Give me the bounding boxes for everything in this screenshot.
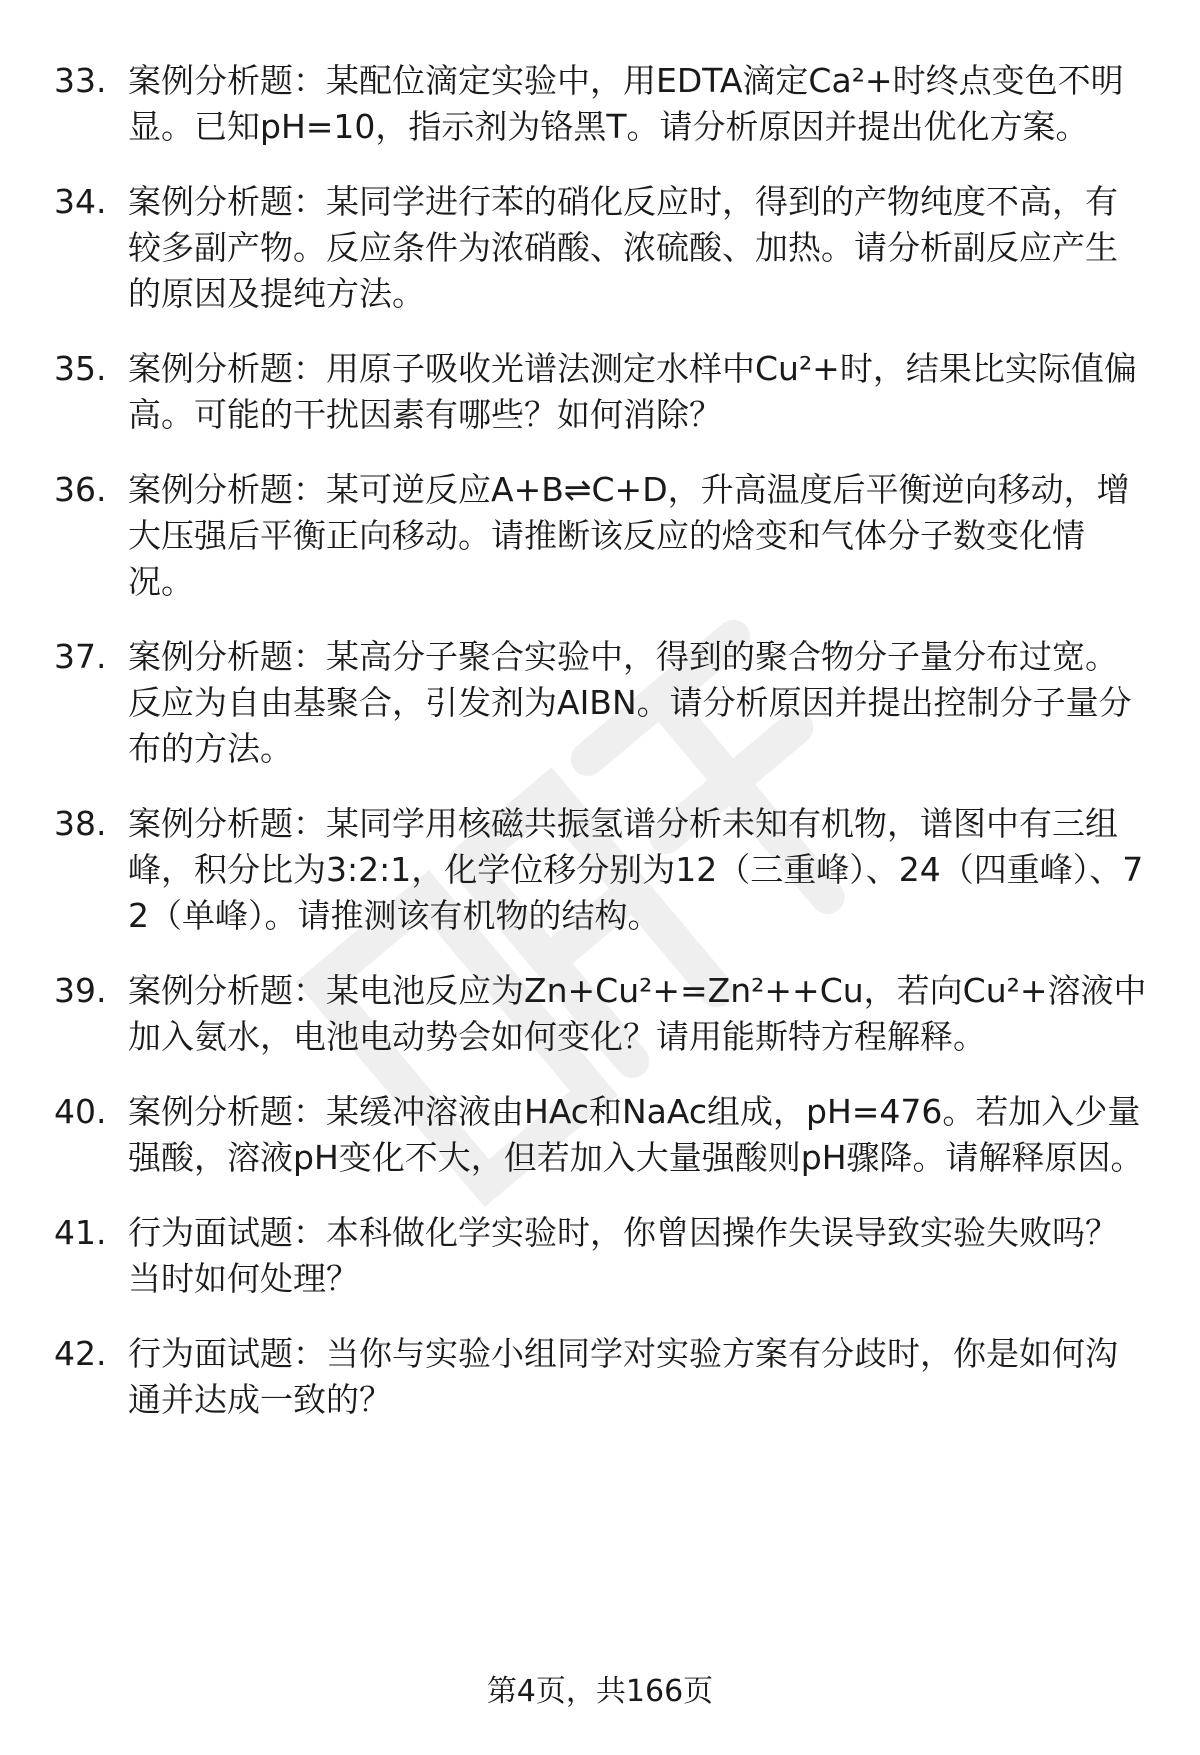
question-number: 42. (54, 1334, 107, 1373)
question-item (0, 1089, 1200, 1181)
question-number: 39. (54, 971, 107, 1010)
question-text: 案例分析题：某缓冲溶液由HAc和NaAc组成，pH=476。若加入少量强酸，溶液pH变化不大，但若加入大量强酸则pH骤降。请解释原因。 (128, 1092, 1144, 1177)
question-number: 34. (54, 182, 107, 221)
question-item (0, 1331, 1200, 1423)
question-text: 案例分析题：某可逆反应A+B⇌C+D，升高温度后平衡逆向移动，增大压强后平衡正向移动。请推断该反应的焓变和气体分子数变化情况。 (128, 470, 1130, 601)
question-item (0, 1210, 1200, 1302)
question-list (0, 58, 1200, 1452)
question-item (0, 179, 1200, 317)
question-number: 38. (54, 804, 107, 843)
page-number-footer: 第4页，共166页 (486, 1674, 714, 1709)
question-number: 40. (54, 1092, 107, 1131)
question-number: 35. (54, 349, 107, 388)
question-text: 案例分析题：某同学用核磁共振氢谱分析未知有机物，谱图中有三组峰，积分比为3:2:1，化学位移分别为12（三重峰）、24（四重峰）、72（单峰）。请推测该有机物的结构。 (128, 804, 1144, 935)
question-number: 37. (54, 637, 107, 676)
question-item (0, 467, 1200, 605)
question-text: 行为面试题：本科做化学实验时，你曾因操作失误导致实验失败吗？当时如何处理？ (128, 1213, 1118, 1298)
question-text: 案例分析题：某配位滴定实验中，用EDTA滴定Ca²+时终点变色不明显。已知pH=10，指示剂为铬黑T。请分析原因并提出优化方案。 (128, 61, 1124, 146)
question-text: 案例分析题：某同学进行苯的硝化反应时，得到的产物纯度不高，有较多副产物。反应条件为浓硝酸、浓硫酸、加热。请分析副反应产生的原因及提纯方法。 (128, 182, 1118, 313)
question-text: 案例分析题：某电池反应为Zn+Cu²+=Zn²++Cu，若向Cu²+溶液中加入氨水，电池电动势会如何变化？请用能斯特方程解释。 (128, 971, 1147, 1056)
question-item (0, 346, 1200, 438)
question-text: 案例分析题：某高分子聚合实验中，得到的聚合物分子量分布过宽。反应为自由基聚合，引发剂为AIBN。请分析原因并提出控制分子量分布的方法。 (128, 637, 1132, 768)
question-item (0, 968, 1200, 1060)
question-item (0, 58, 1200, 150)
question-item (0, 801, 1200, 939)
question-text: 行为面试题：当你与实验小组同学对实验方案有分歧时，你是如何沟通并达成一致的？ (128, 1334, 1118, 1419)
question-number: 36. (54, 470, 107, 509)
question-text: 案例分析题：用原子吸收光谱法测定水样中Cu²+时，结果比实际值偏高。可能的干扰因素有哪些？如何消除？ (128, 349, 1137, 434)
question-number: 41. (54, 1213, 107, 1252)
question-item (0, 634, 1200, 772)
question-number: 33. (54, 61, 107, 100)
